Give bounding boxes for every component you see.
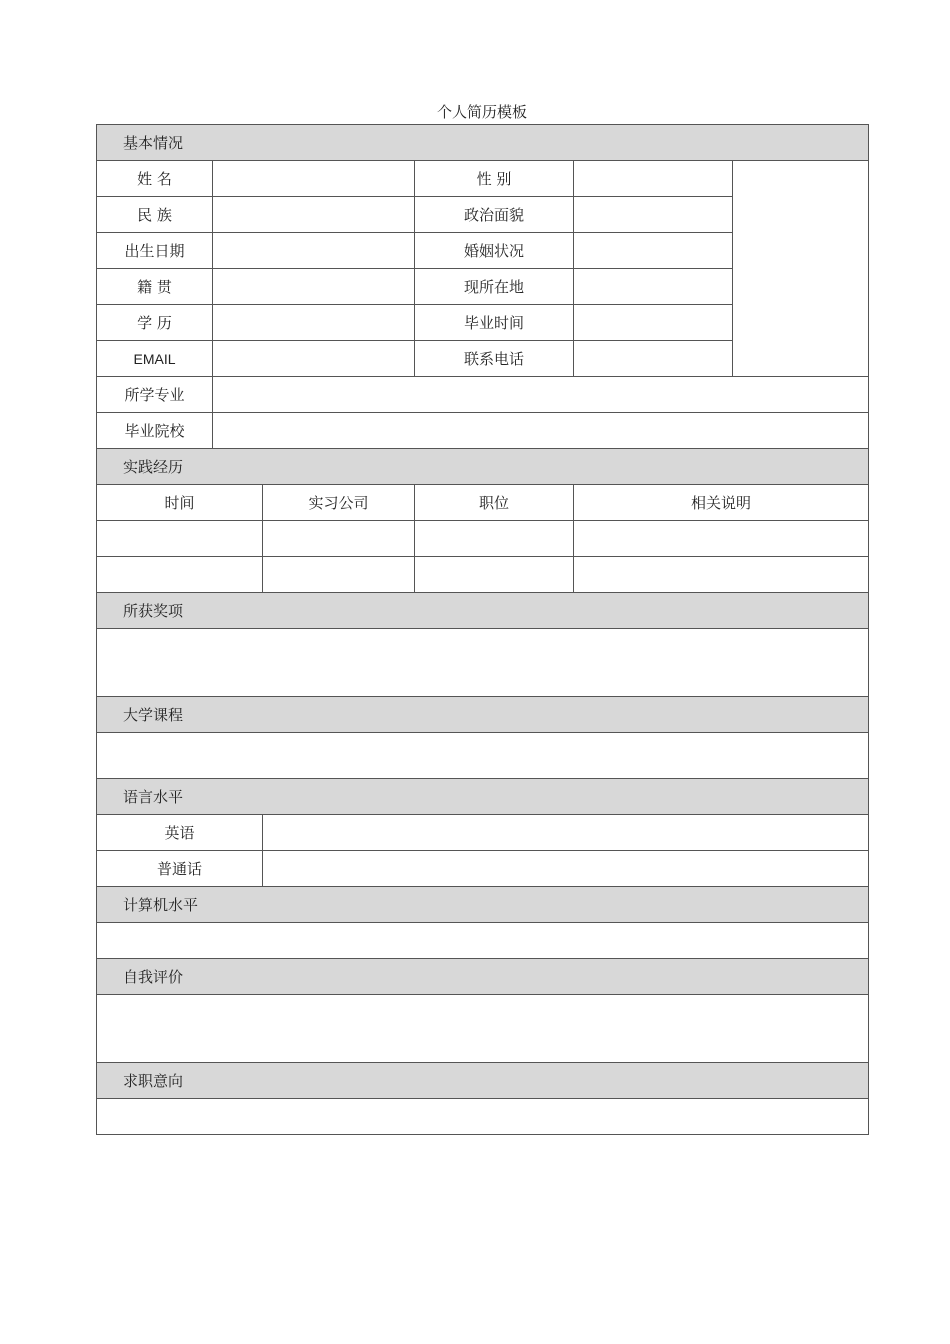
label-school: 毕业院校 <box>97 413 213 449</box>
value-marital-status[interactable] <box>574 233 733 269</box>
value-native-place[interactable] <box>213 269 415 305</box>
label-email: EMAIL <box>97 341 213 377</box>
value-phone[interactable] <box>574 341 733 377</box>
practice-position-cell[interactable] <box>415 521 574 557</box>
value-current-location[interactable] <box>574 269 733 305</box>
section-awards: 所获奖项 <box>97 593 869 629</box>
label-phone: 联系电话 <box>415 341 574 377</box>
practice-description-cell[interactable] <box>574 557 869 593</box>
section-language: 语言水平 <box>97 779 869 815</box>
practice-company-cell[interactable] <box>263 521 415 557</box>
header-company: 实习公司 <box>263 485 415 521</box>
document-title: 个人简历模板 <box>436 103 527 121</box>
section-practice: 实践经历 <box>97 449 869 485</box>
value-email[interactable] <box>213 341 415 377</box>
label-english: 英语 <box>97 815 263 851</box>
section-job-intent: 求职意向 <box>97 1063 869 1099</box>
value-ethnicity[interactable] <box>213 197 415 233</box>
value-gender[interactable] <box>574 161 733 197</box>
photo-box[interactable] <box>733 161 869 377</box>
label-name: 姓 名 <box>97 161 213 197</box>
label-mandarin: 普通话 <box>97 851 263 887</box>
header-position: 职位 <box>415 485 574 521</box>
resume-table <box>96 124 869 1135</box>
value-mandarin[interactable] <box>263 851 869 887</box>
label-graduation-time: 毕业时间 <box>415 305 574 341</box>
practice-time-cell[interactable] <box>97 557 263 593</box>
value-school[interactable] <box>213 413 869 449</box>
section-computer: 计算机水平 <box>97 887 869 923</box>
value-major[interactable] <box>213 377 869 413</box>
value-education[interactable] <box>213 305 415 341</box>
label-native-place: 籍 贯 <box>97 269 213 305</box>
label-education: 学 历 <box>97 305 213 341</box>
value-political-status[interactable] <box>574 197 733 233</box>
section-self-evaluation: 自我评价 <box>97 959 869 995</box>
courses-content[interactable] <box>97 733 869 779</box>
label-ethnicity: 民 族 <box>97 197 213 233</box>
computer-content[interactable] <box>97 923 869 959</box>
awards-content[interactable] <box>97 629 869 697</box>
label-birth-date: 出生日期 <box>97 233 213 269</box>
value-graduation-time[interactable] <box>574 305 733 341</box>
job-intent-content[interactable] <box>97 1099 869 1135</box>
practice-position-cell[interactable] <box>415 557 574 593</box>
label-political-status: 政治面貌 <box>415 197 574 233</box>
label-marital-status: 婚姻状况 <box>415 233 574 269</box>
practice-time-cell[interactable] <box>97 521 263 557</box>
value-name[interactable] <box>213 161 415 197</box>
practice-description-cell[interactable] <box>574 521 869 557</box>
practice-company-cell[interactable] <box>263 557 415 593</box>
section-basic-info: 基本情况 <box>97 125 869 161</box>
header-description: 相关说明 <box>574 485 869 521</box>
value-birth-date[interactable] <box>213 233 415 269</box>
label-major: 所学专业 <box>97 377 213 413</box>
section-courses: 大学课程 <box>97 697 869 733</box>
self-evaluation-content[interactable] <box>97 995 869 1063</box>
label-gender: 性 别 <box>415 161 574 197</box>
value-english[interactable] <box>263 815 869 851</box>
header-time: 时间 <box>97 485 263 521</box>
label-current-location: 现所在地 <box>415 269 574 305</box>
